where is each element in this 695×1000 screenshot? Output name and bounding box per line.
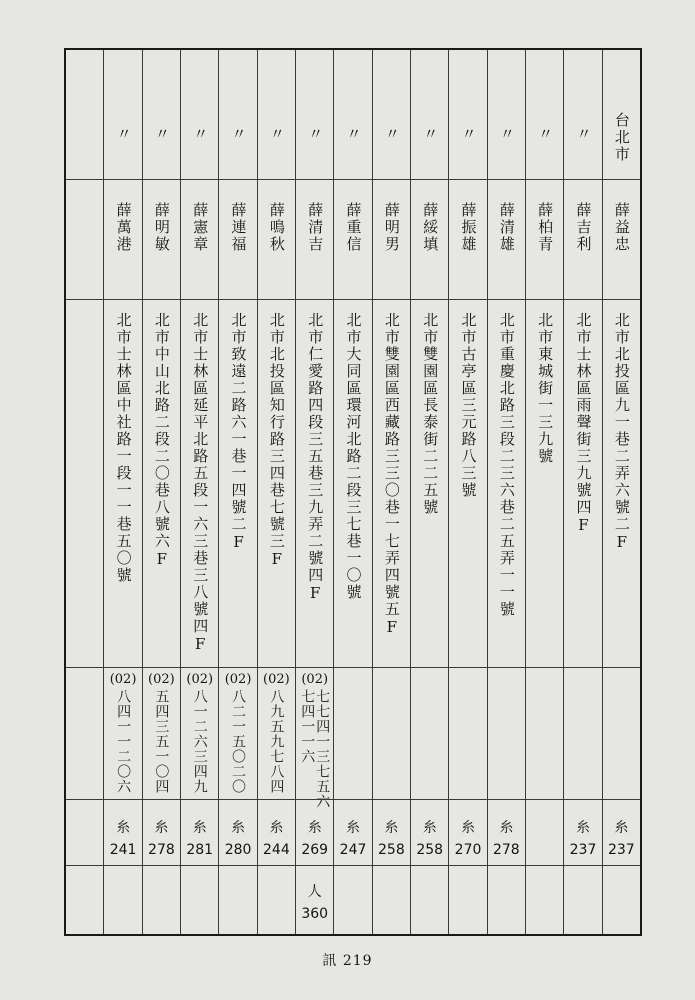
entry-column (602, 50, 640, 934)
extra-cell (334, 866, 371, 934)
person-name: 薛明敏 (152, 202, 171, 253)
entry-column (333, 50, 371, 934)
name-cell (219, 180, 256, 300)
phone-line: 八九五九七八四 (268, 689, 285, 794)
extra-cell (564, 866, 601, 934)
extra-cell (143, 866, 180, 934)
code-cell (334, 800, 371, 866)
ditto-mark: 〃 (229, 126, 248, 143)
extra-cell (603, 866, 640, 934)
code-char: 糸 (269, 819, 284, 836)
code-char: 糸 (154, 819, 169, 836)
code-number: 278 (492, 841, 520, 858)
code-number: 237 (607, 841, 635, 858)
address-cell (488, 300, 525, 668)
phone-digits (116, 689, 130, 794)
code-char: 糸 (461, 819, 476, 836)
phone-cell (488, 668, 525, 800)
phone-digits (193, 689, 207, 794)
code-cell (488, 800, 525, 866)
address-cell (373, 300, 410, 668)
extra-number: 360 (301, 906, 329, 922)
page-number: 訊 219 (322, 953, 373, 969)
entry-column (295, 50, 333, 934)
address: 北市古亭區三元路八三號 (459, 312, 478, 499)
phone-cell (181, 668, 218, 800)
phone-cell (296, 668, 333, 809)
entry-column (103, 50, 141, 934)
person-name: 薛柏青 (536, 202, 555, 253)
name-cell (143, 180, 180, 300)
code-cell (449, 800, 486, 866)
code-char: 糸 (116, 819, 131, 836)
address: 北市大同區環河北路二段三七巷一〇號 (344, 312, 363, 601)
code-char: 糸 (614, 819, 629, 836)
code-cell (181, 800, 218, 866)
code-number: 237 (569, 841, 597, 858)
city-name: 台北市 (612, 112, 631, 163)
ditto-mark: 〃 (344, 126, 363, 143)
entry-column (487, 50, 525, 934)
extra-cell (219, 866, 256, 934)
address-cell (258, 300, 295, 668)
area-code: (02) (148, 672, 175, 687)
phone-digits (231, 689, 245, 794)
entry-column (525, 50, 563, 934)
phone-line: 八四一一二〇六 (115, 689, 132, 794)
phone-cell (373, 668, 410, 800)
area-code: (02) (186, 672, 214, 687)
ditto-mark: 〃 (267, 126, 286, 143)
code-cell (373, 800, 410, 866)
city-cell (66, 50, 103, 180)
code-number: 280 (224, 841, 252, 858)
phone-cell (143, 668, 180, 800)
area-code: (02) (263, 672, 290, 687)
ditto-mark: 〃 (497, 126, 516, 143)
phone-cell (411, 668, 448, 800)
ditto-mark: 〃 (191, 126, 210, 143)
phone-digits (269, 689, 283, 794)
code-number: 244 (263, 841, 290, 858)
city-cell (334, 50, 371, 180)
phone-line: 七七四一三七五六 (314, 689, 331, 809)
code-number: 281 (186, 841, 214, 858)
entry-column (218, 50, 256, 934)
code-char: 糸 (384, 819, 399, 836)
code-number: 258 (378, 841, 405, 858)
code-char: 糸 (192, 819, 207, 836)
person-name: 薛清雄 (497, 202, 516, 253)
name-cell (526, 180, 563, 300)
address: 北市北投區九一巷二弄六號二F (612, 312, 631, 553)
entry-column (180, 50, 218, 934)
person-name: 薛振雄 (459, 202, 478, 253)
ditto-mark: 〃 (574, 126, 593, 143)
address: 北市仁愛路四段三五巷三九弄二號四F (306, 312, 325, 604)
code-char: 糸 (231, 819, 246, 836)
code-cell (296, 800, 333, 866)
ditto-mark: 〃 (459, 126, 478, 143)
address-cell (104, 300, 141, 668)
person-name: 薛清吉 (306, 202, 325, 253)
phone-cell (449, 668, 486, 800)
name-cell (603, 180, 640, 300)
entry-column (66, 50, 103, 934)
area-code: (02) (301, 672, 329, 687)
phone-number (300, 672, 329, 809)
phone-cell (334, 668, 371, 800)
entry-column (142, 50, 180, 934)
address-cell (143, 300, 180, 668)
person-name: 薛吉利 (574, 202, 593, 253)
phone-line: 八一二六三四九 (191, 689, 208, 794)
address-cell (66, 300, 103, 668)
phone-line: 八二一五〇二〇 (230, 689, 247, 794)
person-name: 薛鳴秋 (267, 202, 286, 253)
name-cell (373, 180, 410, 300)
address-cell (411, 300, 448, 668)
address: 北市士林區雨聲街三九號四F (574, 312, 593, 536)
area-code: (02) (109, 672, 137, 687)
name-cell (66, 180, 103, 300)
city-cell (219, 50, 256, 180)
city-cell (258, 50, 295, 180)
ditto-mark: 〃 (382, 126, 401, 143)
city-cell (373, 50, 410, 180)
phone-number (186, 672, 213, 794)
address: 北市士林區延平北路五段一六三巷三八號四F (191, 312, 210, 655)
code-number: 270 (454, 841, 482, 858)
city-cell (526, 50, 563, 180)
extra-cell (488, 866, 525, 934)
extra-char: 人 (307, 884, 322, 900)
entry-column (448, 50, 486, 934)
ditto-mark: 〃 (152, 126, 171, 143)
name-cell (564, 180, 601, 300)
address: 北市致遠二路六一巷一四號二F (229, 312, 248, 553)
address: 北市雙園區長泰街二二五號 (421, 312, 440, 516)
code-char: 糸 (422, 819, 437, 836)
extra-cell (104, 866, 141, 934)
code-cell (143, 800, 180, 866)
person-name: 薛明男 (382, 202, 401, 253)
phone-number (110, 672, 137, 794)
code-cell (411, 800, 448, 866)
phone-digits (300, 689, 329, 809)
address-cell (603, 300, 640, 668)
address: 北市士林區中社路一段一一巷五〇號 (114, 312, 133, 584)
name-cell (181, 180, 218, 300)
person-name: 薛重信 (344, 202, 363, 253)
city-cell (411, 50, 448, 180)
name-cell (258, 180, 295, 300)
code-cell (104, 800, 141, 866)
extra-cell (526, 866, 563, 934)
ditto-mark: 〃 (536, 126, 555, 143)
person-name: 薛益忠 (612, 202, 631, 253)
address-cell (449, 300, 486, 668)
phone-digits (154, 689, 168, 794)
address-cell (181, 300, 218, 668)
city-cell (564, 50, 601, 180)
person-name: 薛萬港 (114, 202, 133, 253)
extra-cell (449, 866, 486, 934)
code-char: 糸 (576, 819, 590, 836)
address: 北市雙園區西藏路三三〇巷一七弄四號五F (382, 312, 401, 638)
name-cell (449, 180, 486, 300)
code-number: 247 (339, 841, 367, 858)
entry-column (563, 50, 601, 934)
person-name: 薛憲章 (191, 202, 210, 253)
directory-table (64, 48, 642, 936)
extra-cell (258, 866, 295, 934)
city-cell (104, 50, 141, 180)
city-cell (143, 50, 180, 180)
phone-cell (66, 668, 103, 800)
city-cell (603, 50, 640, 180)
code-char: 糸 (307, 819, 322, 836)
address: 北市北投區知行路三四巷七號三F (267, 312, 286, 570)
extra-cell (411, 866, 448, 934)
address-cell (526, 300, 563, 668)
address: 北市東城街一三九號 (536, 312, 555, 465)
phone-number (148, 672, 175, 794)
ditto-mark: 〃 (114, 126, 133, 143)
phone-number (225, 672, 252, 794)
code-char: 糸 (499, 819, 514, 836)
extra-cell (66, 866, 103, 934)
code-number: 258 (416, 841, 444, 858)
city-cell (449, 50, 486, 180)
entry-column (372, 50, 410, 934)
extra-cell (373, 866, 410, 934)
code-number: 278 (148, 841, 175, 858)
phone-cell (104, 668, 141, 800)
entry-column (410, 50, 448, 934)
person-name: 薛綏填 (421, 202, 440, 253)
city-cell (296, 50, 333, 180)
phone-cell (526, 668, 563, 800)
code-cell (603, 800, 640, 866)
name-cell (334, 180, 371, 300)
name-cell (411, 180, 448, 300)
code-number: 241 (109, 841, 137, 858)
phone-number (263, 672, 290, 794)
address: 北市中山北路二段二〇巷八號六F (152, 312, 171, 570)
code-cell (564, 800, 601, 866)
phone-cell (219, 668, 256, 800)
city-cell (488, 50, 525, 180)
address-cell (564, 300, 601, 668)
code-cell (258, 800, 295, 866)
phone-cell (603, 668, 640, 800)
code-cell (526, 800, 563, 866)
phone-cell (258, 668, 295, 800)
code-cell (219, 800, 256, 866)
phone-line: 七四一一六 (299, 689, 316, 764)
address-cell (334, 300, 371, 668)
person-name: 薛連福 (229, 202, 248, 253)
entry-column (257, 50, 295, 934)
code-char: 糸 (346, 819, 361, 836)
code-number: 269 (301, 841, 329, 858)
address: 北市重慶北路三段二三六巷二五弄一一號 (497, 312, 516, 618)
address-cell (219, 300, 256, 668)
phone-line: 五四三五一〇四 (153, 689, 170, 794)
area-code: (02) (224, 672, 252, 687)
address-cell (296, 300, 333, 668)
phone-cell (564, 668, 601, 800)
city-cell (181, 50, 218, 180)
name-cell (296, 180, 333, 300)
extra-cell (181, 866, 218, 934)
extra-cell (296, 866, 333, 934)
name-cell (488, 180, 525, 300)
ditto-mark: 〃 (306, 126, 325, 143)
name-cell (104, 180, 141, 300)
ditto-mark: 〃 (421, 126, 440, 143)
code-cell (66, 800, 103, 866)
